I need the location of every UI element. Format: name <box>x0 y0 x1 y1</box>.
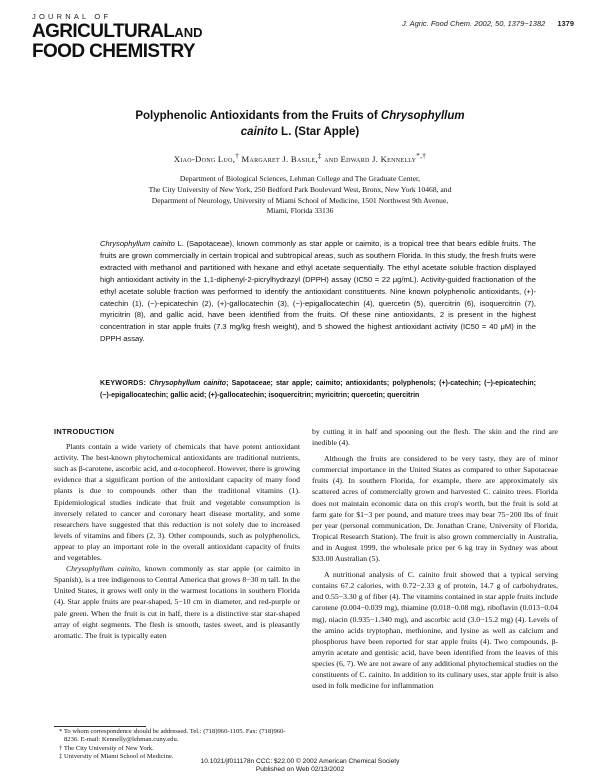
species-name: Chrysophyllum cainito <box>66 564 139 574</box>
paragraph: Although the fruits are considered to be very tasty, they are of minor commercial importance in the United States as compared to other Sapotaceae fruits (4). In southern Florida, for example, there are approximately six scattered acres of commercially grown and harvested C. cainito trees. Florida does not maintain economic data on this crop's worth, but the fruit is sold at farm gate for $1−3 per pound, and mature trees may bear 75−200 lbs of fruit per year (personal communication, Dr. Jonathan Crane, University of Florida, Tropical Research Station). The fruit is also grown commercially in Australia, and in August 1999, the wholesale price per 6 kg tray in Sydney was about $33.00 Australian (5). <box>312 454 558 564</box>
journal-name-line2: FOOD CHEMISTRY <box>32 41 195 62</box>
footnotes <box>54 728 300 761</box>
title-species: cainito <box>240 126 278 138</box>
footnote: † The City University of New York. <box>59 744 154 752</box>
author-list <box>40 152 560 164</box>
affiliations <box>60 174 540 217</box>
abstract <box>100 238 536 345</box>
paragraph-text: , known commonly as star apple (or caimito in Spanish), is a tree indigenous to Central America that grows 8−30 m tall. In the United States, it grows well only in the warmest locations in southern Florida (4). Star apple fruits are pear-shaped, 5−10 cm in diameter, and red-purple or pale green. When the fruit is cut in half, there is a distinctive star star-shaped array of eight segments. The flesh is smooth, tastes sweet, and is pleasantly aromatic. The fruit is typically eaten <box>54 564 300 640</box>
article-title <box>40 108 560 140</box>
affiliation-line: Department of Biological Sciences, Lehman College and The Graduate Center, <box>179 174 421 183</box>
column-left <box>54 426 300 641</box>
footnote: * To whom correspondence should be addressed. Tel.: (718)960-1105. Fax: (718)960-8236. E-mail: Kennelly@lehman.cuny.edu. <box>59 728 286 744</box>
keywords <box>100 378 536 401</box>
doi-line: 10.1021/jf011178n CCC: $22.00 © 2002 American Chemical Society <box>200 758 400 765</box>
paragraph: by cutting it in half and spooning out the flesh. The skin and the rind are inedible (4). <box>312 427 558 448</box>
footnote-divider <box>54 726 146 727</box>
journal-name-line1 <box>32 22 232 42</box>
publication-date: Published on Web 02/13/2002 <box>255 766 345 773</box>
author-affil-mark: ‡ <box>317 152 322 160</box>
journal-citation <box>354 19 574 28</box>
title-genus: Chrysophyllum <box>380 110 465 122</box>
title-text-2: L. (Star Apple) <box>281 126 360 138</box>
keywords-label: KEYWORDS: <box>100 380 147 387</box>
author-name: and Edward J. Kennelly <box>324 153 417 164</box>
author-affil-mark: *,† <box>416 152 427 160</box>
journal-of-label: JOURNAL OF <box>32 12 112 21</box>
journal-agricultural: AGRICULTURAL <box>32 21 175 42</box>
author-affil-mark: † <box>235 152 240 160</box>
citation-text: J. Agric. Food Chem. 2002, 50, 1379−1382 <box>401 19 546 28</box>
paragraph: Plants contain a wide variety of chemicals that have potent antioxidant activity. The best-known phytochemical antioxidants are traditional nutrients, such as β-carotene, ascorbic acid, and α-tocopherol. However, there is growing evidence that a significant portion of the antioxidant capacity of many food plants is due to compounds other than the traditional vitamins (1). Epidemiological studies indicate that fruit and vegetable consumption is inversely related to cancer and coronary heart disease mortality, and some researchers have suggested that this reduction is not solely due to increased levels of vitamins and fibers (2, 3). Other compounds, such as polyphenolics, appear to play an important role in the overall antioxidant capacity of fruits and vegetables. <box>54 442 300 563</box>
journal-logo <box>32 12 232 61</box>
keywords-lead: Chrysophyllum cainito <box>149 380 227 387</box>
author-name: Margaret J. Basile, <box>241 153 318 164</box>
affiliation-line: Miami, Florida 33136 <box>266 206 334 216</box>
title-line1 <box>40 108 560 124</box>
footnote: ‡ University of Miami School of Medicine. <box>59 752 174 760</box>
journal-and: AND <box>174 25 203 40</box>
paragraph: A nutritional analysis of C. cainito fruit showed that a typical serving contains 67.2 calories, with 0.72−2.33 g of protein, 14.7 g of carbohydrates, and 0.55−3.30 g of fiber (4). The vitamins contained in star apple fruits include carotene (0.004−0.039 mg), thiamine (0.018−0.08 mg), riboflavin (0.013−0.04 mg), niacin (0.935−1.340 mg), and ascorbic acid (3.0−15.2 mg) (4). Levels of the amino acids tryptophan, methionine, and lysine as well as calcium and phosphorus have been reported for star apple fruits (4). Two compounds, β-amyrin acetate and gentisic acid, have been identified from the leaves of this species (6, 7). We are not aware of any additional phytochemical studies on the constituents of C. cainito. In addition to its culinary uses, star apple fruit is also used in folk medicine for inflammation <box>312 570 558 691</box>
doi-footer <box>0 758 600 774</box>
author-name: Xiao-Dong Luo, <box>173 153 236 164</box>
page-number: 1379 <box>557 19 574 28</box>
column-right <box>312 426 558 691</box>
abstract-lead: Chrysophyllum cainito <box>100 239 175 248</box>
section-heading: INTRODUCTION <box>54 427 115 436</box>
keywords-list: ; Sapotaceae; star apple; caimito; antioxidants; polyphenols; (+)-catechin; (−)-epicatechin; (−)-epigallocatechin; gallic acid; (+)-gallocatechin; isoquercitrin; myricitrin; quercetin; quercitrin <box>100 380 536 399</box>
paragraph <box>54 563 300 641</box>
abstract-body: L. (Sapotaceae), known commonly as star apple or caimito, is a tropical tree that bears edible fruits. The fruits are grown commercially in certain tropical and subtropical areas, such as southern Florida. In this study, the fresh fruits were extracted with methanol and partitioned with hexane and ethyl acetate sequentially. The ethyl acetate soluble fraction displayed high antioxidant activity in the 1,1-diphenyl-2-picrylhydrazyl (DPPH) assay (IC50 = 22 μg/mL). Activity-guided fractionation of the ethyl acetate soluble fraction was performed to identify the antioxidant constituents. Nine known polyphenolic antioxidants, (+)-catechin (1), (−)-epicatechin (2), (+)-gallocatechin (3), (−)-epigallocatechin (4), quercetin (5), quercitrin (6), isoquercitrin (7), myricitrin (8), and gallic acid, have been identified from the fruits. Of these nine antioxidants, 2 is present in the highest concentration in star apple fruits (7.3 mg/kg fresh weight), and 5 showed the highest antioxidant activity (IC50 = 40 μM) in the DPPH assay. <box>100 239 536 344</box>
affiliation-line: Department of Neurology, University of Miami School of Medicine, 1501 Northwest 9th Avenue, <box>151 195 449 205</box>
title-line2 <box>40 124 560 140</box>
title-text-1: Polyphenolic Antioxidants from the Fruits of <box>135 110 378 122</box>
affiliation-line: The City University of New York, 250 Bedford Park Boulevard West, Bronx, New York 10468, and <box>148 184 452 194</box>
